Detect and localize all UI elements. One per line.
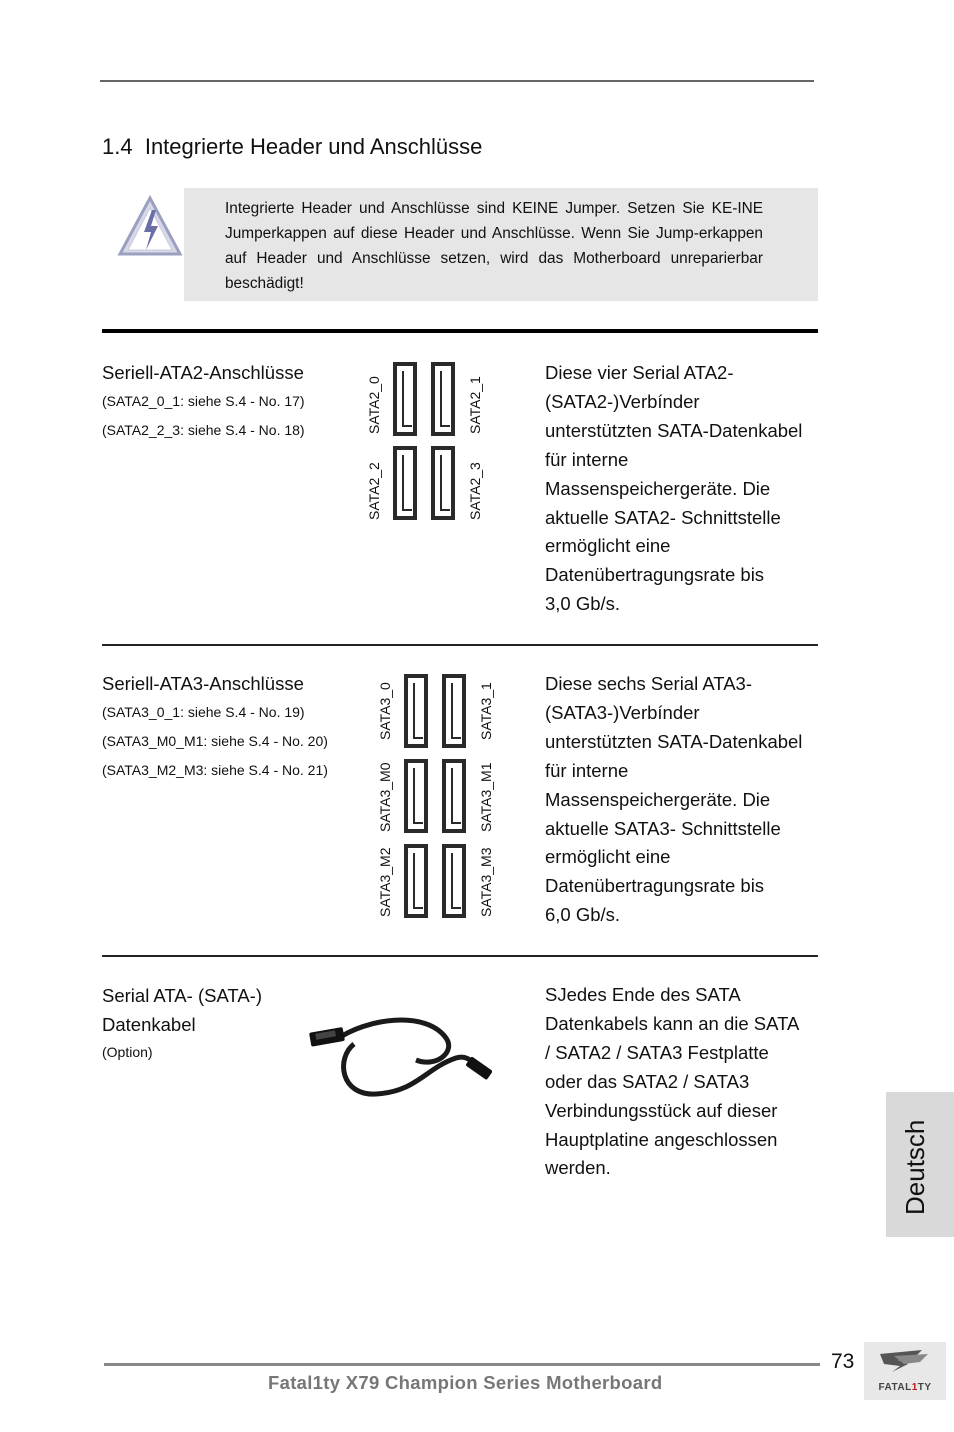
- sata3-m0-label: SATA3_M0: [377, 762, 393, 832]
- footer-rule: [104, 1363, 820, 1366]
- section-divider: [102, 329, 818, 333]
- sata2-1-label: SATA2_1: [467, 376, 483, 434]
- sata3-ref-2: (SATA3_M0_M1: siehe S.4 - No. 20): [102, 733, 328, 749]
- sata3-m1-connector: [442, 759, 466, 833]
- sata2-ref-1: (SATA2_0_1: siehe S.4 - No. 17): [102, 393, 305, 409]
- warning-text: Integrierte Header und Anschlüsse sind KEINE Jumper. Setzen Sie KE-INE Jumperkappen auf diese Header und Anschlüsse. Wenn Sie Jump-erkappen auf Header und Anschlüsse setzen, wird das Motherboard unreparierbar beschädigt!: [225, 200, 763, 292]
- footer-text: Fatal1ty X79 Champion Series Motherboard: [268, 1372, 663, 1393]
- sata2-3-label: SATA2_3: [467, 462, 483, 520]
- sata2-2-connector: [393, 446, 417, 520]
- language-tab-label: Deutsch: [900, 1119, 930, 1215]
- sata2-2-label: SATA2_2: [366, 462, 382, 520]
- cable-option: (Option): [102, 1044, 153, 1060]
- sata3-m3-label: SATA3_M3: [478, 847, 494, 917]
- divider: [102, 955, 818, 957]
- sata2-0-connector: [393, 362, 417, 436]
- sata3-m2-label: SATA3_M2: [377, 847, 393, 917]
- cable-label-line1: Serial ATA- (SATA-): [102, 985, 263, 1006]
- sata3-ref-3: (SATA3_M2_M3: siehe S.4 - No. 21): [102, 762, 328, 778]
- sata2-0-label: SATA2_0: [366, 376, 382, 434]
- sata3-0-connector: [404, 674, 428, 748]
- sata3-description: Diese sechs Serial ATA3- (SATA3-)Verbínder unterstützten SATA-Datenkabel für interne Massenspeichergeräte. Die aktuelle SATA3- Schnittstelle ermöglicht eine Datenübertragungsrate bis 6,0 Gb/s.: [545, 673, 803, 926]
- sata3-m3-connector: [442, 844, 466, 918]
- sata2-1-connector: [431, 362, 455, 436]
- svg-text:FATAL1TY: FATAL1TY: [878, 1382, 932, 1393]
- divider: [102, 644, 818, 646]
- sata3-1-connector: [442, 674, 466, 748]
- sata2-label: Seriell-ATA2-Anschlüsse: [102, 362, 304, 383]
- section-title: 1.4 Integrierte Header und Anschlüsse: [102, 134, 483, 159]
- sata3-m1-label: SATA3_M1: [478, 762, 494, 832]
- top-rule: [100, 80, 814, 82]
- sata3-ref-1: (SATA3_0_1: siehe S.4 - No. 19): [102, 704, 305, 720]
- page-number: 73: [831, 1350, 855, 1373]
- sata2-description: Diese vier Serial ATA2- (SATA2-)Verbínder unterstützten SATA-Datenkabel für interne Massenspeichergeräte. Die aktuelle SATA2- Schnittstelle ermöglicht eine Datenübertragungsrate bis 3,0 Gb/s.: [545, 362, 803, 615]
- cable-label-line2: Datenkabel: [102, 1014, 196, 1035]
- fatal1ty-logo: [864, 1342, 946, 1400]
- sata2-3-connector: [431, 446, 455, 520]
- sata-cable-image: [306, 1008, 492, 1100]
- sata3-0-label: SATA3_0: [377, 682, 393, 740]
- sata3-m0-connector: [404, 759, 428, 833]
- sata3-1-label: SATA3_1: [478, 682, 494, 740]
- sata3-m2-connector: [404, 844, 428, 918]
- sata2-ref-2: (SATA2_2_3: siehe S.4 - No. 18): [102, 422, 305, 438]
- warning-triangle-icon: [114, 192, 186, 260]
- cable-description: SJedes Ende des SATA Datenkabels kann an die SATA / SATA2 / SATA3 Festplatte oder das SATA2 / SATA3 Verbindungsstück auf dieser Hauptplatine angeschlossen werden.: [545, 984, 800, 1179]
- sata3-label: Seriell-ATA3-Anschlüsse: [102, 673, 304, 694]
